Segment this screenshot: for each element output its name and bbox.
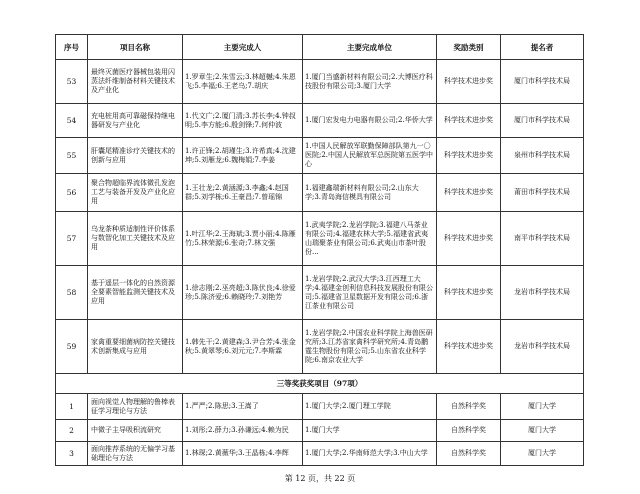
- units-cell: 1.中国人民解放军联勤保障部队第九一〇医院;2.中国人民解放军总医院第五医学中心: [303, 138, 437, 174]
- project-cell: 面向推荐系统的无偏学习基础理论与方法: [88, 442, 183, 466]
- units-cell: 1.福建鑫瑞新材料有限公司;2.山东大学;3.青岛海信模具有限公司: [303, 174, 437, 212]
- table-row: [56, 60, 584, 104]
- people-cell: 1.罗章生;2.朱雪云;3.林超樾;4.朱恩飞;5.李福;6.王老乌;7.胡庆: [183, 60, 303, 104]
- header-units: 主要完成单位: [303, 35, 437, 60]
- seq-cell: 53: [56, 60, 88, 104]
- table-row: [56, 138, 584, 174]
- seq-cell: 56: [56, 174, 88, 212]
- nominator-cell: 厦门市科学技术局: [501, 104, 584, 138]
- category-cell: 科学技术进步奖: [437, 266, 501, 320]
- seq-cell: 1: [56, 394, 88, 420]
- table-row: [56, 442, 584, 466]
- project-cell: 家禽重要细菌病防控关键技术创新集成与应用: [88, 320, 183, 374]
- category-cell: 自然科学奖: [437, 442, 501, 466]
- nominator-cell: 泉州市科学技术局: [501, 138, 584, 174]
- seq-cell: 3: [56, 442, 88, 466]
- table-row: [56, 174, 584, 212]
- units-cell: 1.龙岩学院;2.武汉大学;3.江西理工大学;4.福建金创利信息科技发展股份有限公司;5.福建省卫星数据开发有限公司;6.浙江茶业有限公司: [303, 266, 437, 320]
- nominator-cell: 南平市科学技术局: [501, 212, 584, 266]
- people-cell: 1.刘彤;2.薛力;3.孙谦远;4.赖为民: [183, 420, 303, 442]
- category-cell: 科学技术进步奖: [437, 60, 501, 104]
- people-cell: 1.许正锋;2.胡瑾生;3.许希真;4.沈建坤;5.刘雁龙;6.魏梅娟;7.李姜: [183, 138, 303, 174]
- seq-cell: 55: [56, 138, 88, 174]
- units-cell: 1.龙岩学院;2.中国农业科学院上海兽医研究所;3.江苏省家禽科学研究所;4.青岛鹏霆生物股份有限公司;5.山东省农业科学院;6.南京农业大学: [303, 320, 437, 374]
- table-header-row: [56, 35, 584, 60]
- nominator-cell: 厦门市科学技术局: [501, 60, 584, 104]
- people-cell: 1.徐志刚;2.巫亮超;3.陈伏良;4.徐爱珍;5.陈济爱;6.赖晓玲;7.刘艳芳: [183, 266, 303, 320]
- category-cell: 自然科学奖: [437, 420, 501, 442]
- project-cell: 充电桩用高可靠磁保持继电器研发与产业化: [88, 104, 183, 138]
- nominator-cell: 龙岩市科学技术局: [501, 266, 584, 320]
- project-cell: 面向视觉人物理解的鲁棒表征学习理论与方法: [88, 394, 183, 420]
- header-nominator: 提名者: [501, 35, 584, 60]
- table-row: [56, 104, 584, 138]
- table-row: [56, 420, 584, 442]
- units-cell: 1.厦门大学;2.华南师范大学;3.中山大学: [303, 442, 437, 466]
- category-cell: 科学技术进步奖: [437, 212, 501, 266]
- units-cell: 1.武夷学院;2.龙岩学院;3.福建八马茶业有限公司;4.福建农林大学;5.福建省武夷山瑞聚茶业有限公司;6.武夷山市茶叶股份...: [303, 212, 437, 266]
- header-people: 主要完成人: [183, 35, 303, 60]
- section-title: 三等奖获奖项目（97项）: [56, 374, 584, 394]
- seq-cell: 54: [56, 104, 88, 138]
- header-project: 项目名称: [88, 35, 183, 60]
- project-cell: 最终灭菌医疗器械包装用闪蒸法纤维制备材料关键技术及产业化: [88, 60, 183, 104]
- seq-cell: 59: [56, 320, 88, 374]
- table-row: [56, 212, 584, 266]
- category-cell: 自然科学奖: [437, 394, 501, 420]
- nominator-cell: 厦门大学: [501, 420, 584, 442]
- units-cell: 1.厦门大学: [303, 420, 437, 442]
- header-category: 奖励类别: [437, 35, 501, 60]
- nominator-cell: 龙岩市科学技术局: [501, 320, 584, 374]
- people-cell: 1.叶江华;2.王海斌;3.贾小丽;4.陈雁竹;5.林荣源;6.张奇;7.林文强: [183, 212, 303, 266]
- seq-cell: 2: [56, 420, 88, 442]
- project-cell: 基于遥层一体化的自然资源全要素智能监测关键技术及应用: [88, 266, 183, 320]
- nominator-cell: 厦门大学: [501, 442, 584, 466]
- category-cell: 科学技术进步奖: [437, 174, 501, 212]
- people-cell: 1.林琛;2.黄薇华;3.王晶栋;4.李辉: [183, 442, 303, 466]
- category-cell: 科学技术进步奖: [437, 320, 501, 374]
- project-cell: 中微子主导吸积流研究: [88, 420, 183, 442]
- units-cell: 1.厦门当盛新材料有限公司;2.大博医疗科技股份有限公司;3.厦门大学: [303, 60, 437, 104]
- people-cell: 1.王壮龙;2.黄涵源;3.李鑫;4.赵国群;5.刘学栋;6.王豪昌;7.曾瑶锦: [183, 174, 303, 212]
- table-row: [56, 266, 584, 320]
- awards-table: [55, 34, 584, 466]
- project-cell: 肝囊尾精准诊疗关键技术的创新与应用: [88, 138, 183, 174]
- category-cell: 科学技术进步奖: [437, 104, 501, 138]
- section-header-row: [56, 374, 584, 394]
- table-row: [56, 394, 584, 420]
- page-footer: 第 12 页，共 22 页: [284, 474, 356, 483]
- category-cell: 科学技术进步奖: [437, 138, 501, 174]
- seq-cell: 58: [56, 266, 88, 320]
- project-cell: 乌龙茶种质适制性评价体系与数智化加工关键技术及应用: [88, 212, 183, 266]
- units-cell: 1.厦门宏发电力电器有限公司;2.华侨大学: [303, 104, 437, 138]
- units-cell: 1.厦门大学;2.厦门理工学院: [303, 394, 437, 420]
- project-cell: 聚合物超临界流体微孔发泡工艺与装备开发及产业化应用: [88, 174, 183, 212]
- people-cell: 1.代文广;2.厦门清;3.苏长李;4.钟叔明;5.李方能;6.殷剑锋;7.何仲波: [183, 104, 303, 138]
- table-row: [56, 320, 584, 374]
- seq-cell: 57: [56, 212, 88, 266]
- header-seq: 序号: [56, 35, 88, 60]
- people-cell: 1.韩先干;2.黄建森;3.尹合芳;4.张金秋;5.黄翠琴;6.刘元元;7.李斯霖: [183, 320, 303, 374]
- people-cell: 1.严严;2.陈思;3.王嵩了: [183, 394, 303, 420]
- nominator-cell: 莆田市科学技术局: [501, 174, 584, 212]
- nominator-cell: 厦门大学: [501, 394, 584, 420]
